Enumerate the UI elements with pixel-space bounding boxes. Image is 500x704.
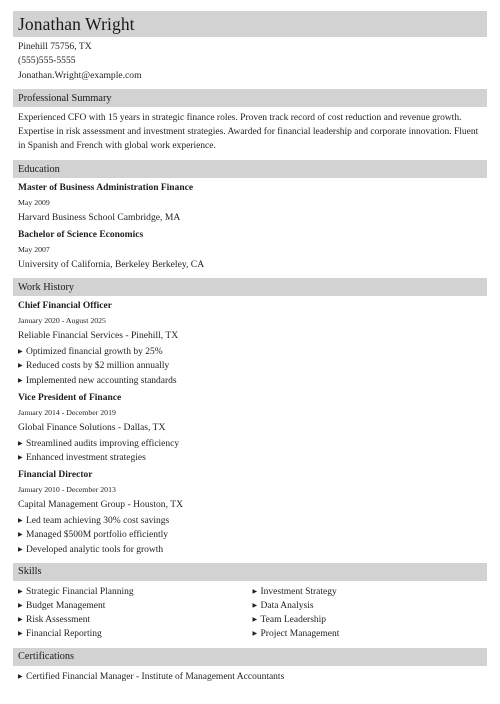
skills-column-left: [18, 585, 253, 642]
triangle-right-icon: ▶: [18, 631, 23, 638]
degree-title: Bachelor of Science Economics: [18, 230, 144, 241]
job-bullet-text: Managed $500M portfolio efficiently: [26, 530, 169, 541]
job-entry: [18, 300, 487, 388]
triangle-right-icon: ▶: [18, 440, 23, 447]
skill-item: [18, 627, 253, 641]
degree-date: May 2009: [18, 198, 50, 208]
triangle-right-icon: ▶: [18, 377, 23, 384]
summary-heading: Professional Summary: [18, 92, 112, 104]
job-title: Chief Financial Officer: [18, 301, 112, 312]
job-dates: January 2014 - December 2019: [18, 407, 116, 417]
job-entry: [18, 392, 487, 465]
triangle-right-icon: ▶: [18, 363, 23, 370]
triangle-right-icon: ▶: [18, 518, 23, 525]
triangle-right-icon: ▶: [252, 617, 258, 624]
job-bullet-text: Enhanced investment strategies: [26, 453, 146, 464]
section-header-skills: [13, 563, 487, 581]
section-header-summary: [13, 89, 487, 107]
skill-text: Strategic Financial Planning: [26, 586, 134, 597]
job-bullet: [18, 451, 487, 465]
job-company: Capital Management Group - Houston, TX: [18, 499, 184, 511]
certifications-list: [13, 670, 487, 684]
triangle-right-icon: ▶: [252, 631, 258, 638]
triangle-right-icon: ▶: [18, 455, 23, 462]
job-dates: January 2020 - August 2025: [18, 316, 106, 326]
job-title: Financial Director: [18, 470, 93, 481]
skill-text: Team Leadership: [260, 615, 327, 626]
education-heading: Education: [18, 163, 60, 175]
skill-item: [18, 599, 253, 613]
school-name: University of California, Berkeley Berkeley, CA: [18, 259, 205, 271]
skill-item: [253, 599, 488, 613]
certification-item: [18, 670, 487, 684]
job-company: Reliable Financial Services - Pinehill, TX: [18, 330, 179, 342]
contact-phone: (555)555-5555: [18, 55, 76, 67]
triangle-right-icon: ▶: [18, 532, 23, 539]
job-bullet-text: Optimized financial growth by 25%: [26, 347, 163, 358]
school-name: Harvard Business School Cambridge, MA: [18, 212, 181, 224]
skill-item: [253, 613, 488, 627]
contact-email: Jonathan.Wright@example.com: [18, 69, 142, 81]
section-header-education: [13, 160, 487, 178]
name-header-bar: [13, 11, 487, 37]
skills-column-right: [253, 585, 488, 642]
skill-text: Risk Assessment: [26, 615, 91, 626]
skill-item: [253, 585, 488, 599]
certifications-heading: Certifications: [18, 651, 75, 663]
triangle-right-icon: ▶: [18, 673, 23, 680]
section-header-certifications: [13, 648, 487, 666]
skill-text: Project Management: [260, 629, 340, 640]
contact-address: Pinehill 75756, TX: [18, 41, 92, 52]
job-company: Global Finance Solutions - Dallas, TX: [18, 421, 166, 433]
job-bullet: [18, 359, 487, 373]
triangle-right-icon: ▶: [18, 546, 23, 553]
triangle-right-icon: ▶: [252, 588, 258, 595]
job-bullet: [18, 514, 487, 528]
job-entry: [18, 469, 487, 557]
triangle-right-icon: ▶: [18, 349, 23, 356]
job-bullets: [18, 345, 487, 388]
skills-heading: Skills: [18, 566, 42, 578]
education-entry: [18, 229, 487, 272]
skill-text: Investment Strategy: [260, 586, 337, 597]
job-bullet-text: Streamlined audits improving efficiency: [26, 438, 180, 449]
job-bullets: [18, 437, 487, 465]
section-header-work-history: [13, 278, 487, 296]
job-bullet-text: Led team achieving 30% cost savings: [26, 516, 170, 527]
job-title: Vice President of Finance: [18, 392, 122, 403]
degree-title: Master of Business Administration Finance: [18, 183, 194, 194]
summary-text: Experienced CFO with 15 years in strategic finance roles. Proven track record of cost reduction and revenue growth. Expertise in risk assessment and investment strategies. Awarded for financial leadership and corporate innovation. Fluent in Spanish and French with global work experience.: [18, 113, 479, 152]
skill-item: [18, 585, 253, 599]
candidate-name: Jonathan Wright: [18, 13, 135, 34]
triangle-right-icon: ▶: [18, 603, 23, 610]
job-bullet: [18, 374, 487, 388]
certification-bullets: [18, 670, 487, 684]
skill-item: [253, 627, 488, 641]
education-list: [13, 182, 487, 272]
job-bullet: [18, 528, 487, 542]
job-bullet: [18, 543, 487, 557]
contact-info: [13, 40, 487, 83]
triangle-right-icon: ▶: [252, 603, 258, 610]
work-history-heading: Work History: [18, 281, 75, 293]
skill-item: [18, 613, 253, 627]
certification-text: Certified Financial Manager - Institute of Management Accountants: [26, 671, 285, 682]
skill-text: Budget Management: [26, 601, 106, 612]
job-bullet-text: Developed analytic tools for growth: [26, 544, 164, 555]
education-entry: [18, 182, 487, 225]
skill-text: Data Analysis: [260, 601, 314, 612]
skills-grid: [13, 585, 487, 642]
job-bullet-text: Reduced costs by $2 million annually: [26, 361, 170, 372]
job-bullet-text: Implemented new accounting standards: [26, 375, 177, 386]
skill-text: Financial Reporting: [26, 629, 102, 640]
triangle-right-icon: ▶: [18, 588, 23, 595]
degree-date: May 2007: [18, 245, 50, 255]
work-history-list: [13, 300, 487, 557]
triangle-right-icon: ▶: [18, 617, 23, 624]
job-bullet: [18, 437, 487, 451]
job-bullets: [18, 514, 487, 557]
job-bullet: [18, 345, 487, 359]
job-dates: January 2010 - December 2013: [18, 485, 116, 495]
